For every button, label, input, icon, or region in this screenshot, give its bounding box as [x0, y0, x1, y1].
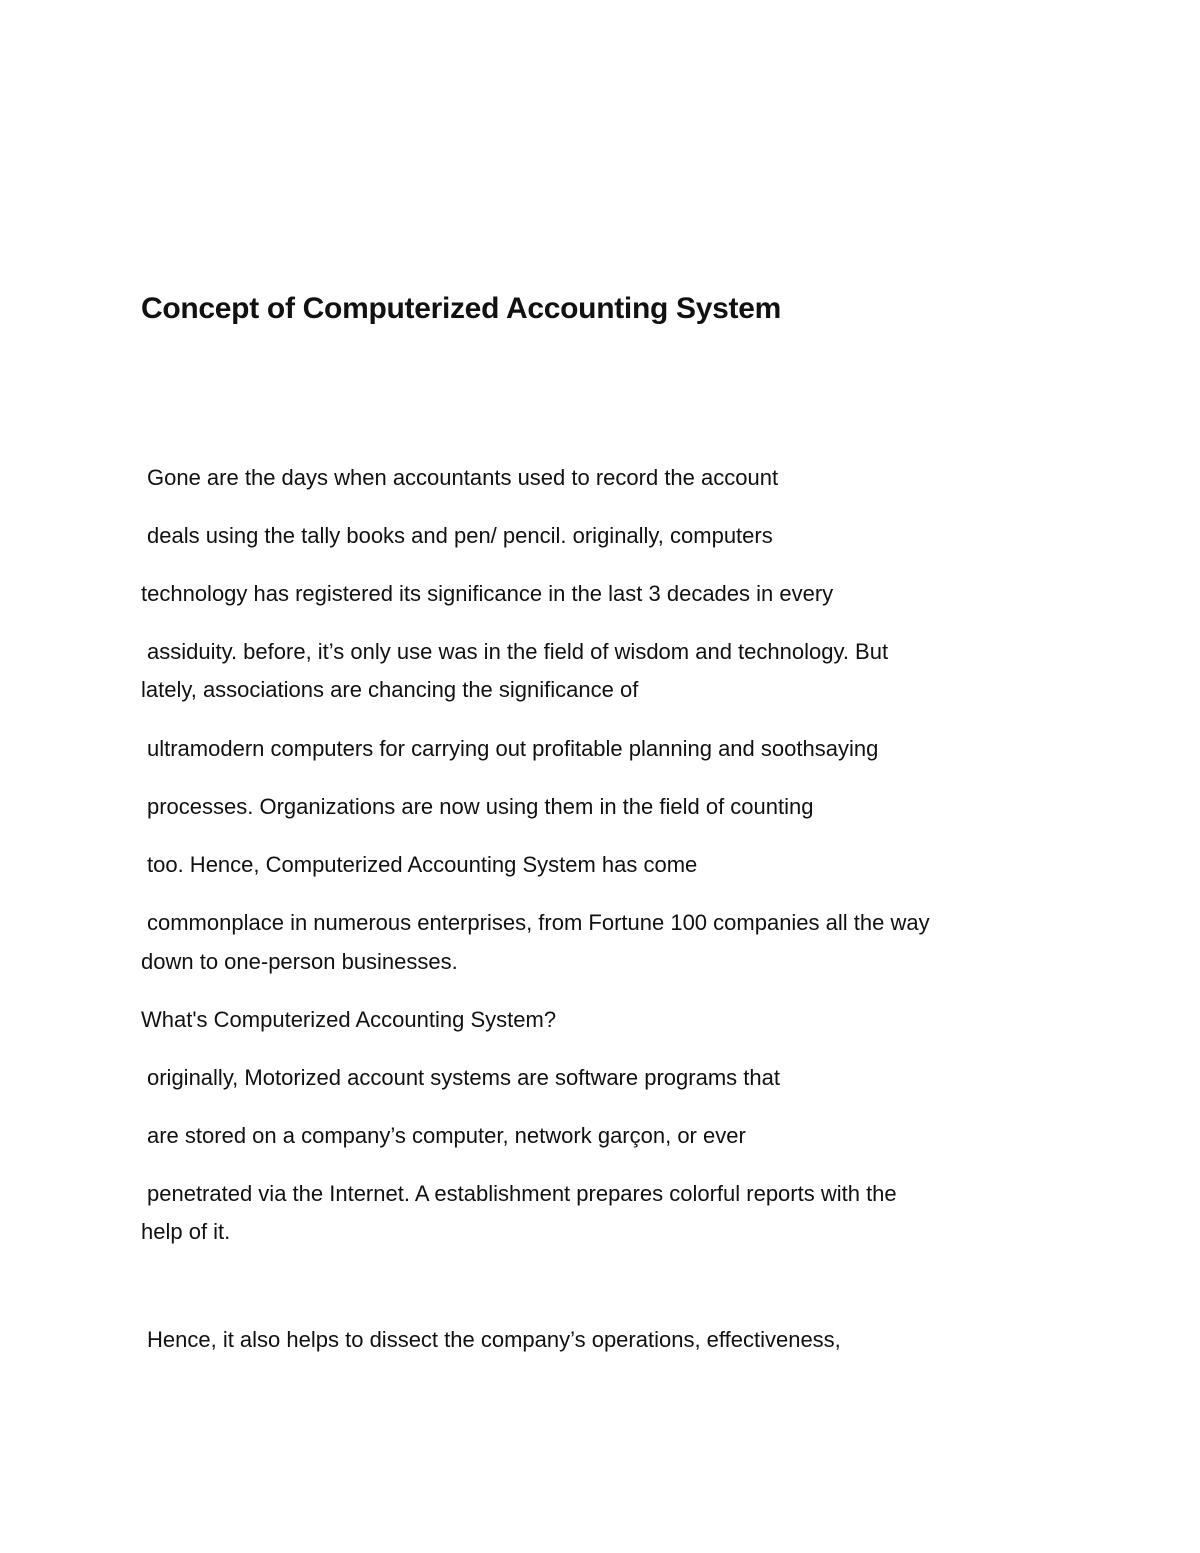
section-heading: What's Computerized Accounting System? [141, 1007, 557, 1032]
paragraph-line: too. Hence, Computerized Accounting System has come [147, 852, 698, 877]
paragraph-line: are stored on a company’s computer, network garçon, or ever [147, 1123, 746, 1148]
paragraph-line: penetrated via the Internet. A establishment prepares colorful reports with the [147, 1181, 897, 1206]
paragraph-line: deals using the tally books and pen/ pencil. originally, computers [147, 523, 773, 548]
paragraph-line: assiduity. before, it’s only use was in the field of wisdom and technology. But [147, 639, 889, 664]
paragraph-line: commonplace in numerous enterprises, from Fortune 100 companies all the way [147, 910, 930, 935]
paragraph-line: ultramodern computers for carrying out profitable planning and soothsaying [147, 736, 879, 761]
paragraph-line: Gone are the days when accountants used to record the account [147, 465, 779, 490]
paragraph-line: lately, associations are chancing the significance of [141, 677, 639, 702]
paragraph-line: originally, Motorized account systems are software programs that [147, 1065, 780, 1090]
document-title: Concept of Computerized Accounting System [141, 292, 781, 325]
paragraph-line: technology has registered its significance in the last 3 decades in every [141, 581, 834, 606]
paragraph-line: down to one-person businesses. [141, 949, 458, 974]
paragraph-line: help of it. [141, 1219, 231, 1244]
paragraph-line: processes. Organizations are now using them in the field of counting [147, 794, 814, 819]
paragraph-line: Hence, it also helps to dissect the company’s operations, effectiveness, [147, 1327, 841, 1352]
